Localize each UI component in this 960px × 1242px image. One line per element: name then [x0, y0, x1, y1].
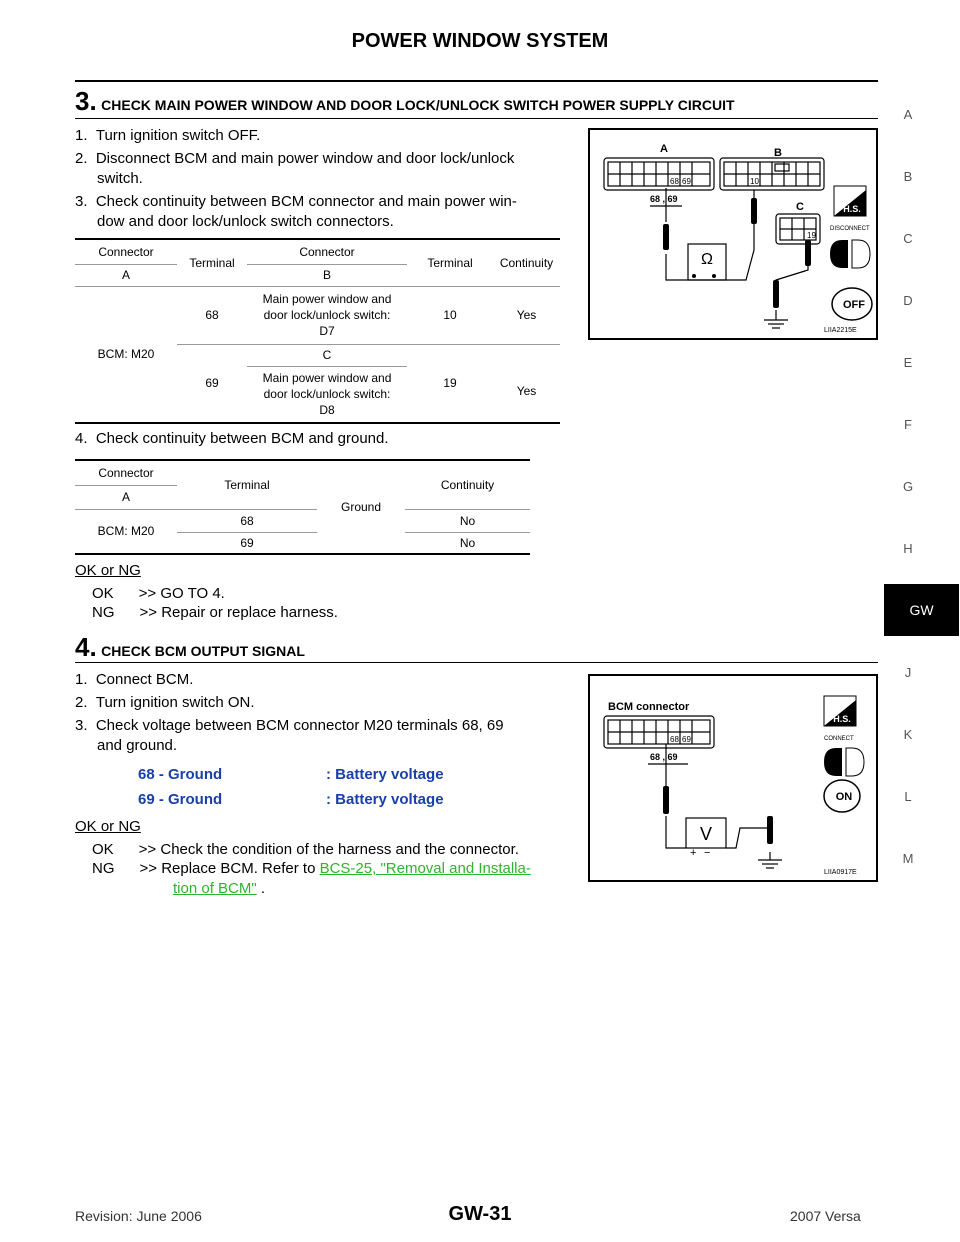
- t1-h-connector2: Connector: [247, 240, 407, 264]
- fig1-pin19: 19: [807, 231, 816, 240]
- step3-item-3-cont: dow and door lock/unlock switch connectors.: [97, 213, 394, 230]
- t1-r1-cont: Yes: [493, 286, 560, 344]
- t1-h-a: A: [75, 264, 177, 286]
- t1-r1-term: 68: [177, 286, 247, 344]
- step3-result-heading: OK or NG: [75, 562, 141, 579]
- tab-c[interactable]: C: [903, 231, 913, 246]
- tab-d[interactable]: D: [903, 293, 913, 308]
- t1-conn: BCM: M20: [97, 347, 155, 362]
- tab-h[interactable]: H: [903, 541, 913, 556]
- step3-item-3: 3. Check continuity between BCM connector and main power win-: [75, 193, 517, 210]
- t2-h-connector: Connector: [75, 461, 177, 485]
- tab-l[interactable]: L: [904, 789, 912, 804]
- step4-wiring-svg: [590, 676, 876, 880]
- t2-h-ground: Ground: [340, 500, 382, 514]
- fig1-hs-text: H.S.: [843, 204, 861, 214]
- spec-68-value: : Battery voltage: [326, 766, 444, 783]
- t1-h-terminal: Terminal: [177, 240, 247, 286]
- t1-r2-conn-a: C: [247, 344, 407, 366]
- tab-j[interactable]: J: [904, 665, 912, 680]
- header-rule: [75, 80, 878, 82]
- connector-plug-icon: [830, 240, 870, 268]
- fig1-pin68: 68: [670, 177, 679, 186]
- fig2-connect-text: CONNECT: [824, 736, 854, 742]
- t1-r2-conn-l1: Main power window and: [262, 371, 392, 386]
- step4-number: 4.: [75, 632, 97, 662]
- step4-title: CHECK BCM OUTPUT SIGNAL: [101, 643, 305, 659]
- fig2-on-text: ON: [835, 791, 853, 803]
- step4-ok: OK >> Check the condition of the harness and the connector.: [92, 841, 519, 858]
- t1-r1-conn-l2: door lock/unlock switch:: [263, 308, 391, 322]
- step3-heading: [75, 86, 735, 117]
- t2-conn: BCM: M20: [97, 524, 155, 539]
- t2-r1-term: 68: [177, 509, 317, 532]
- step3-wiring-figure: [588, 128, 878, 340]
- t1-r1-term2: 10: [407, 286, 493, 344]
- step4-ng: [92, 859, 531, 879]
- t2-h-terminal: Terminal: [177, 461, 317, 509]
- t1-r2-conn-l3: D8: [319, 403, 335, 418]
- fig1-label-b: B: [774, 147, 782, 159]
- ohm-meter-icon: Ω: [701, 251, 713, 268]
- step3-item-4: 4. Check continuity between BCM and ground.: [75, 430, 389, 447]
- t1-h-terminal2: Terminal: [407, 240, 493, 286]
- t1-h-connector: Connector: [75, 240, 177, 264]
- step4-item-1: 1. Connect BCM.: [75, 671, 194, 688]
- tab-f[interactable]: F: [904, 417, 912, 432]
- fig1-pin69: 69: [682, 177, 691, 186]
- step4-rule: [75, 662, 878, 663]
- t1-r1-conn: [247, 286, 407, 344]
- step4-instructions: [75, 670, 580, 756]
- ignition-key-on-icon: [824, 780, 860, 812]
- t2-r2-term: 69: [240, 535, 254, 550]
- step3-item-1: 1. Turn ignition switch OFF.: [75, 127, 261, 144]
- t2-h-a: A: [75, 485, 177, 509]
- t1-r2-term2: 19: [443, 376, 457, 391]
- t1-r2-conn-l2: door lock/unlock switch:: [263, 387, 391, 402]
- tab-gw-active[interactable]: GW: [884, 584, 959, 636]
- t2-r1-cont: No: [405, 509, 530, 532]
- page-title: POWER WINDOW SYSTEM: [351, 30, 609, 52]
- step3-instructions: [75, 126, 580, 232]
- step4-result-heading: OK or NG: [75, 818, 141, 835]
- continuity-table-2: [75, 459, 530, 555]
- step4-item-3-cont: and ground.: [97, 737, 178, 754]
- step4-item-3: 3. Check voltage between BCM connector M20 terminals 68, 69: [75, 717, 504, 734]
- step4-item-2: 2. Turn ignition switch ON.: [75, 694, 255, 711]
- tab-k[interactable]: K: [903, 727, 913, 742]
- t2-h-continuity: Continuity: [405, 461, 530, 509]
- fig1-disconnect-text: DISCONNECT: [830, 226, 870, 232]
- step4-heading: [75, 632, 305, 663]
- tab-b[interactable]: B: [903, 169, 913, 184]
- voltmeter-icon: V: [699, 824, 713, 844]
- fig1-probe-label: 68 , 69: [650, 194, 678, 204]
- fig2-plus: +: [690, 847, 697, 859]
- tab-e[interactable]: E: [903, 355, 913, 370]
- tab-a[interactable]: A: [903, 107, 913, 122]
- fig2-pin69: 69: [682, 735, 691, 744]
- bcs-25-link-cont[interactable]: tion of BCM": [173, 880, 257, 897]
- fig2-code: LIIA0917E: [824, 869, 857, 876]
- t1-r2-cont: Yes: [516, 383, 537, 398]
- fig2-hs-text: H.S.: [833, 714, 851, 724]
- step4-ng-prefix: NG >> Replace BCM. Refer to: [92, 860, 320, 877]
- step3-rule: [75, 118, 878, 119]
- footer-revision: Revision: June 2006: [75, 1208, 202, 1224]
- hs-badge-icon-2: [824, 696, 856, 726]
- fig1-pin10: 10: [750, 177, 759, 186]
- spec-68-label: 68 - Ground: [138, 766, 223, 783]
- spec-69-label: 69 - Ground: [138, 791, 223, 808]
- t1-h-b: B: [247, 264, 407, 286]
- t1-r1-conn-l3: D7: [319, 324, 335, 338]
- footer-model: 2007 Versa: [790, 1208, 861, 1224]
- fig2-probe-label: 68 , 69: [650, 752, 678, 762]
- ignition-key-off-icon: [832, 288, 872, 320]
- step4-ng-cont: [173, 879, 265, 899]
- step3-item-2-cont: switch.: [97, 170, 143, 187]
- step3-ng: NG >> Repair or replace harness.: [92, 604, 338, 621]
- step3-title: CHECK MAIN POWER WINDOW AND DOOR LOCK/UNLOCK SWITCH POWER SUPPLY CIRCUIT: [101, 97, 735, 113]
- t1-h-continuity: Continuity: [493, 240, 560, 286]
- t2-r2-cont: No: [459, 535, 476, 550]
- t1-r1-conn-l1: Main power window and: [262, 292, 392, 306]
- connector-plug-icon-2: [824, 748, 864, 776]
- t1-r2-conn: [247, 366, 407, 422]
- fig1-label-a: A: [660, 143, 668, 155]
- footer-page-number: GW-31: [448, 1203, 512, 1225]
- fig2-minus: −: [704, 847, 711, 859]
- tab-g[interactable]: G: [902, 479, 914, 494]
- step4-wiring-figure: [588, 674, 878, 882]
- step3-item-2: 2. Disconnect BCM and main power window and door lock/unlock: [75, 150, 515, 167]
- step3-number: 3.: [75, 86, 97, 116]
- t1-r2-term: 69: [205, 376, 219, 391]
- tab-m[interactable]: M: [902, 851, 914, 866]
- step3-ok: OK >> GO TO 4.: [92, 585, 225, 602]
- continuity-table-1: [75, 238, 560, 424]
- fig1-label-c: C: [796, 201, 804, 213]
- fig2-title: BCM connector: [608, 701, 690, 713]
- fig1-code: LIIA2215E: [824, 327, 857, 334]
- fig1-off-text: OFF: [843, 299, 865, 311]
- step4-ng-suffix: .: [256, 880, 266, 897]
- bcs-25-link[interactable]: BCS-25, "Removal and Installa-: [319, 860, 531, 877]
- spec-69-value: : Battery voltage: [326, 791, 444, 808]
- fig2-pin68: 68: [670, 735, 679, 744]
- step3-wiring-svg: [590, 130, 876, 338]
- hs-badge-icon: [834, 186, 866, 216]
